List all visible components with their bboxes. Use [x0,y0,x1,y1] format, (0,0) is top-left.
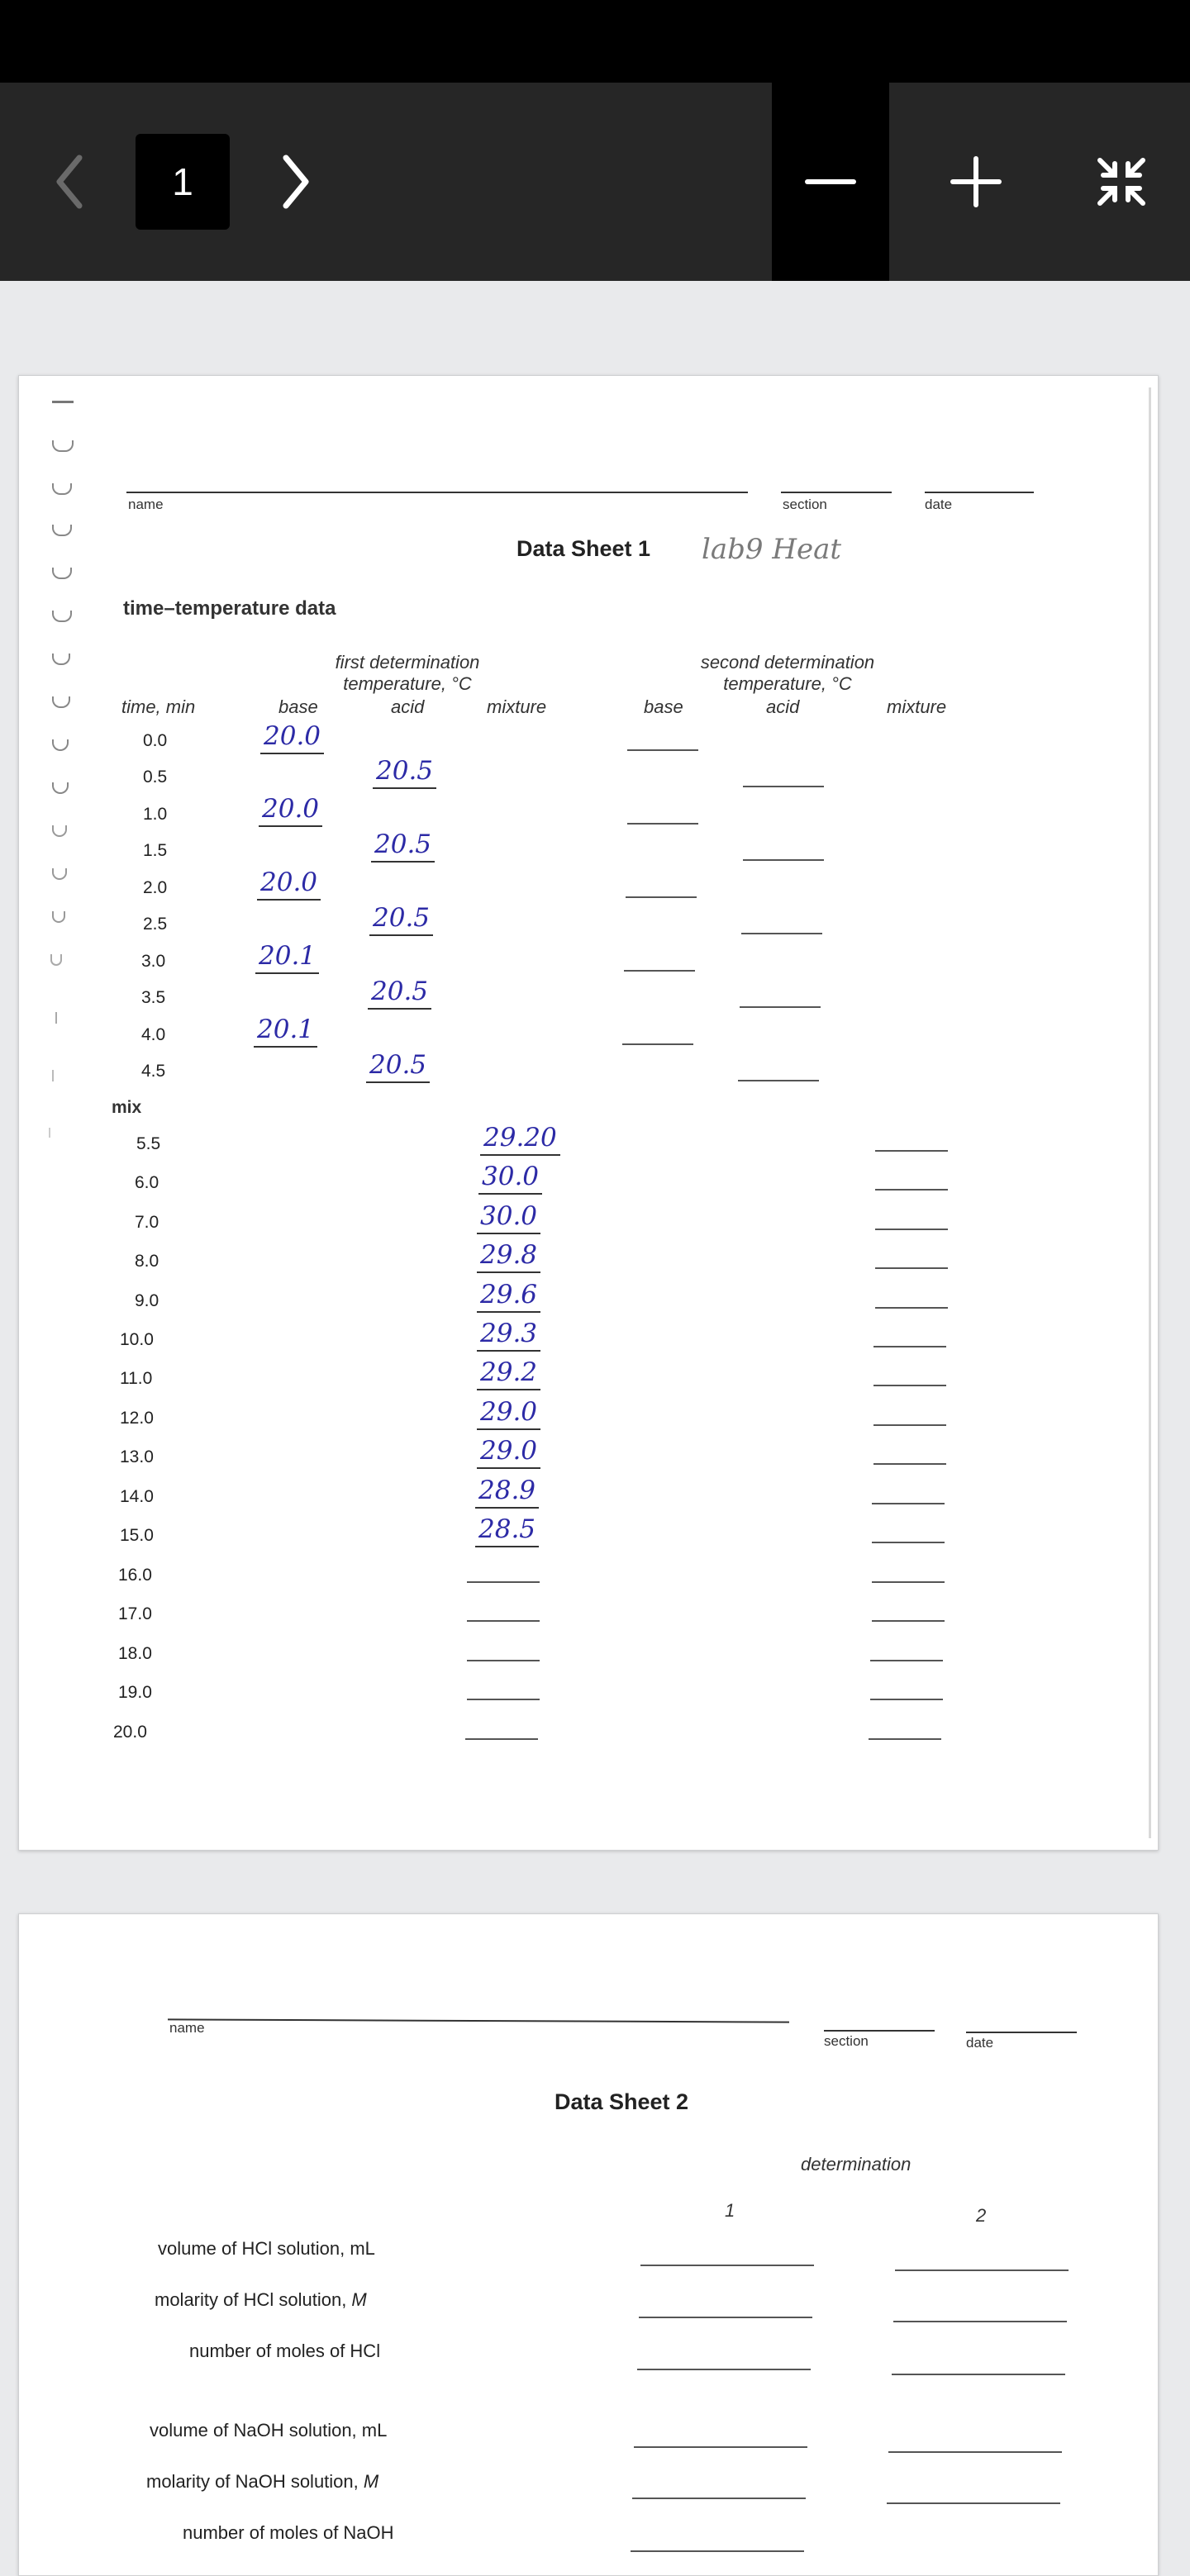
row-label: volume of NaOH solution, mL [150,2420,388,2441]
answer-blank [639,2317,812,2318]
section-line [781,492,892,493]
second-base-blank [627,823,698,825]
second-base-blank [622,1043,693,1045]
time-cell: 9.0 [135,1291,159,1310]
base-entry: 20.1 [257,1015,314,1044]
time-cell: 19.0 [118,1683,152,1702]
section-line [824,2030,935,2032]
time-cell: 7.0 [135,1213,159,1232]
date-line [925,492,1034,493]
mixture-blank [467,1699,540,1700]
base-entry: 20.0 [264,721,321,751]
second-base-blank [627,749,698,751]
second-base-blank [624,970,695,972]
time-cell: 18.0 [118,1644,152,1663]
time-cell: 3.0 [141,952,166,971]
acid-entry: 20.5 [376,756,433,786]
answer-blank [895,2269,1069,2271]
determination-heading: determination [801,2154,912,2174]
time-column-header: time, min [121,696,196,717]
section-heading: time–temperature data [123,597,336,620]
time-cell: 16.0 [118,1566,152,1585]
document-page-2 [18,1913,1159,2576]
first-determination-heading: first determination temperature, °C [335,652,480,694]
mixture-entry: 30.0 [482,1162,539,1191]
acid-entry: 20.5 [369,1050,426,1080]
second-mixture-blank [872,1620,945,1622]
acid-column-header-2: acid [766,696,800,717]
row-label: number of moles of HCl [189,2341,381,2361]
second-mixture-blank [869,1738,941,1740]
name-line [168,2018,789,2022]
name-label: name [128,497,164,512]
second-acid-blank [743,859,824,861]
base-entry: 20.0 [262,794,319,824]
second-mixture-blank [873,1346,946,1347]
mixture-entry: 28.5 [478,1514,536,1544]
pdf-toolbar [0,83,1190,281]
answer-blank [888,2451,1062,2453]
time-cell: 1.0 [143,805,168,824]
mixture-entry: 29.0 [480,1397,537,1427]
section-label: section [824,2033,869,2049]
mixture-entry: 29.3 [480,1319,537,1348]
time-cell: 1.5 [143,841,168,860]
time-cell: 11.0 [120,1369,153,1388]
page-edge [1149,387,1151,1838]
mixture-column-header-2: mixture [887,696,947,717]
mixture-entry: 29.2 [480,1357,537,1387]
name-label: name [169,2020,205,2036]
minus-icon [804,155,857,208]
time-cell: 4.5 [141,1062,166,1081]
chevron-left-icon [53,153,86,211]
mixture-blank [467,1581,540,1583]
acid-column-header-1: acid [391,696,425,717]
second-mixture-blank [875,1267,948,1269]
second-determination-heading: second determination temperature, °C [700,652,875,694]
base-entry: 20.0 [260,867,317,897]
column-2-heading: 2 [976,2205,987,2226]
page-title: Data Sheet 2 [555,2089,689,2114]
second-acid-blank [743,786,824,787]
second-mixture-blank [873,1463,946,1465]
mixture-entry: 29.20 [483,1123,557,1153]
row-label: molarity of NaOH solution, M [146,2471,379,2492]
answer-blank [634,2446,807,2448]
second-mixture-blank [873,1385,946,1386]
answer-blank [631,2550,804,2552]
second-mixture-blank [870,1699,943,1700]
mixture-blank [467,1620,540,1622]
mixture-entry: 29.0 [480,1436,537,1466]
mixture-blank [465,1738,538,1740]
page-title: Data Sheet 1 [516,536,651,561]
time-cell: 10.0 [120,1330,154,1349]
base-column-header-2: base [644,696,683,717]
base-entry: 20.1 [259,941,316,971]
second-mixture-blank [872,1581,945,1583]
chevron-right-icon [279,153,312,211]
time-cell: 0.5 [143,768,168,787]
time-cell: 14.0 [120,1487,154,1506]
time-cell: 2.5 [143,915,168,934]
second-mixture-blank [875,1150,948,1152]
mixture-blank [467,1660,540,1661]
mixture-entry: 29.6 [480,1280,537,1309]
second-mixture-blank [872,1503,945,1504]
row-label: molarity of HCl solution, M [155,2289,367,2310]
column-1-heading: 1 [725,2200,735,2221]
second-acid-blank [741,933,822,934]
second-mixture-blank [872,1542,945,1543]
time-cell: 0.0 [143,731,168,750]
second-acid-blank [740,1006,821,1008]
answer-blank [893,2321,1067,2322]
date-label: date [966,2035,994,2051]
previous-page-button[interactable] [40,134,99,230]
name-line [126,492,748,493]
collapse-icon [1095,155,1148,208]
second-mixture-blank [875,1307,948,1309]
date-label: date [925,497,953,512]
plus-icon [950,155,1002,208]
mix-label: mix [112,1098,142,1117]
second-mixture-blank [875,1229,948,1230]
time-cell: 12.0 [120,1409,154,1428]
document-page-1 [18,375,1159,1851]
next-page-button[interactable] [266,134,326,230]
zoom-out-button[interactable] [772,83,889,281]
answer-blank [887,2502,1060,2504]
second-mixture-blank [873,1424,946,1426]
base-column-header-1: base [278,696,318,717]
time-cell: 6.0 [135,1173,159,1192]
page-number-input[interactable]: 1 [136,134,230,230]
second-mixture-blank [875,1189,948,1191]
second-acid-blank [738,1080,819,1081]
mixture-column-header-1: mixture [487,696,547,717]
time-cell: 8.0 [135,1252,159,1271]
time-cell: 4.0 [141,1025,166,1044]
answer-blank [640,2265,814,2266]
mixture-entry: 28.9 [478,1476,536,1505]
binder-holes [44,384,77,1376]
time-cell: 5.5 [136,1134,161,1153]
row-label: volume of HCl solution, mL [158,2238,375,2259]
acid-entry: 20.5 [373,903,430,933]
status-bar [0,0,1190,83]
answer-blank [892,2374,1065,2375]
mixture-entry: 30.0 [480,1201,537,1231]
time-cell: 20.0 [113,1723,147,1742]
row-label: number of moles of NaOH [183,2522,394,2543]
second-mixture-blank [870,1660,943,1661]
answer-blank [637,2369,811,2370]
time-cell: 3.5 [141,988,166,1007]
second-base-blank [626,896,697,898]
time-cell: 17.0 [118,1604,152,1623]
acid-entry: 20.5 [371,977,428,1006]
exit-fullscreen-button[interactable] [1063,83,1180,281]
mixture-entry: 29.8 [480,1240,537,1270]
time-cell: 2.0 [143,878,168,897]
time-cell: 13.0 [120,1447,154,1466]
answer-blank [632,2498,806,2499]
time-cell: 15.0 [120,1526,154,1545]
acid-entry: 20.5 [374,829,431,859]
section-label: section [783,497,827,512]
handwritten-title: lab9 Heat [702,533,842,566]
date-line [966,2032,1077,2033]
zoom-in-button[interactable] [917,83,1035,281]
